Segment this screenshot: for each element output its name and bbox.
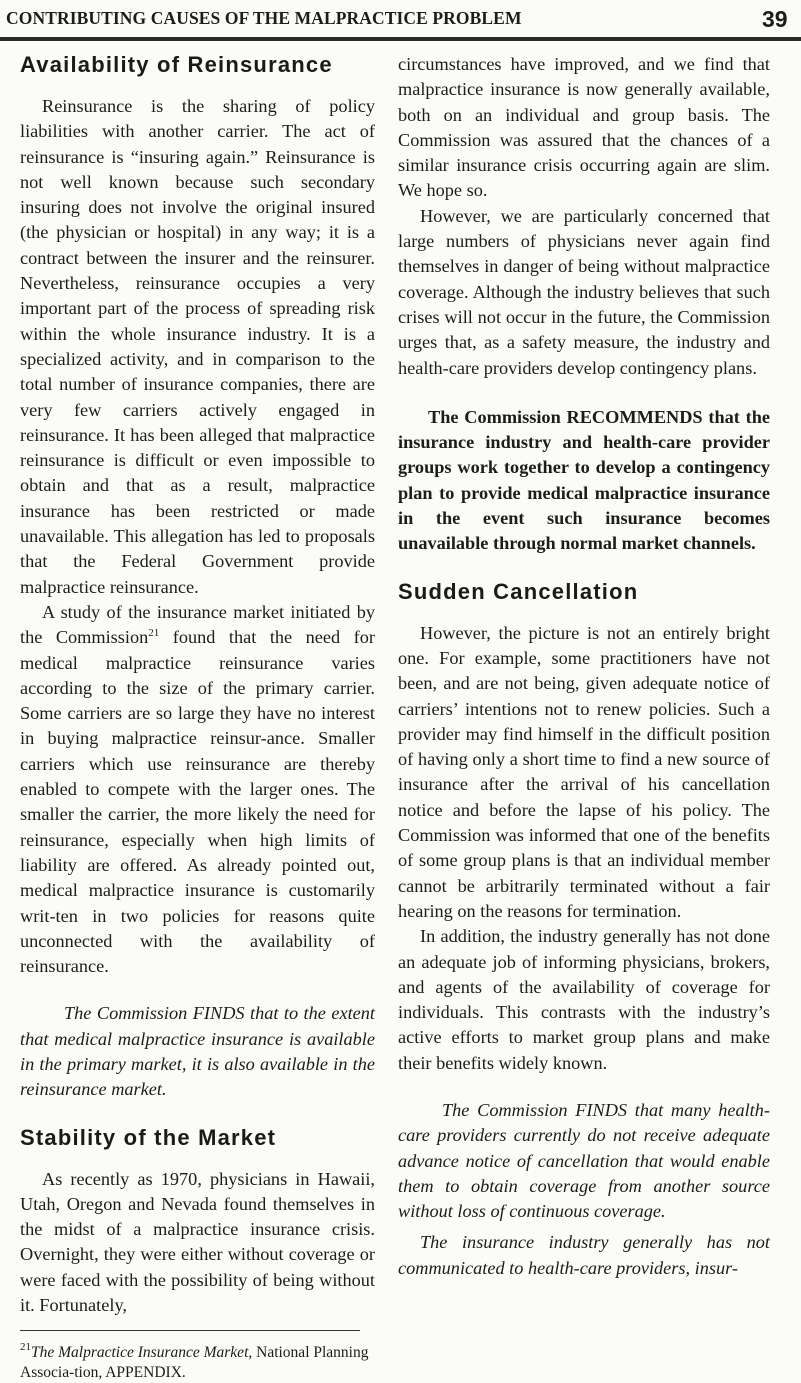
footnote-number: 21	[20, 1341, 31, 1354]
paragraph-contingency-concern: However, we are particularly concerned that large numbers of physicians never again find themselves in danger of being without malpractice coverage. Although the industry believes that such crises will not occur in the future, the Commission urges that, as a safety measure, the industry and health-care providers develop contingency plans.	[398, 205, 770, 378]
running-head: CONTRIBUTING CAUSES OF THE MALPRACTICE PROBLEM	[6, 8, 522, 28]
footnote-text: , National Planning Associa-tion, APPENDIX.	[20, 1344, 369, 1382]
header-rule	[0, 37, 801, 41]
section-heading-sudden-cancellation: Sudden Cancellation	[398, 578, 639, 604]
recommendation-contingency-plan: The Commission RECOMMENDS that the insurance industry and health-care provider groups work together to develop a contingency plan to provide medical malpractice insurance in the event such insurance becomes unavailable through normal market channels.	[398, 406, 770, 554]
paragraph-informing-physicians: In addition, the industry generally has not done an adequate job of informing physicians, brokers, and agents of the availability of coverage for individuals. This contrasts with the industry’s active efforts to market group plans and make their benefits widely known.	[398, 926, 770, 1073]
right-column	[398, 52, 770, 1303]
page-number: 39	[762, 6, 788, 32]
paragraph-text: found that the need for medical malpractice reinsurance varies according to the size of the primary carrier. Some carriers are so large they have no interest in buying malpractice reinsur-ance. Smaller carriers which use reinsurance are thereby enabled to compete with the larger ones. The smaller the carrier, the more likely the need for reinsurance, especially when high limits of liability are offered. As already pointed out, medical malpractice insurance is customarily writ-ten in two policies for reasons quite unconnected with the availability of reinsurance.	[20, 627, 375, 977]
footnote-rule	[20, 1330, 360, 1331]
section-heading-stability: Stability of the Market	[20, 1124, 277, 1150]
paragraph-insurance-market-study	[20, 600, 375, 979]
section-heading-availability: Availability of Reinsurance	[20, 52, 333, 77]
left-column	[20, 52, 375, 1383]
finding-reinsurance: The Commission FINDS that to the extent that medical malpractice insurance is available in the primary market, it is also available in the reinsurance market.	[20, 1003, 375, 1100]
paragraph-text: A study of the insurance market initiated by the Commission	[20, 601, 375, 648]
footnote-reference: 21	[148, 627, 160, 640]
page-header	[0, 0, 801, 46]
finding-communication: The insurance industry generally has not communicated to health-care providers, insur-	[398, 1232, 770, 1278]
paragraph-market-stability: As recently as 1970, physicians in Hawaii, Utah, Oregon and Nevada found themselves in the midst of a malpractice insurance crisis. Overnight, they were either without coverage or were faced with the possibility of being without it. Fortunately,	[20, 1168, 375, 1316]
paragraph-reinsurance-definition: Reinsurance is the sharing of policy liabilities with another carrier. The act of reinsurance is “insuring again.” Reinsurance is not well known because such secondary insuring does not involve the original insured (the physician or hospital) in any way; it is a contract between the insurer and the reinsurer. Nevertheless, reinsurance occupies a very important part of the process of spreading risk within the whole insurance industry. It is a specialized activity, and in comparison to the total number of insurance companies, there are very few carriers actively engaged in reinsurance. It has been alleged that malpractice reinsurance is difficult or even impossible to obtain and that as a result, malpractice insurance has been restricted or made unavailable. This allegation has led to proposals that the Federal Government provide malpractice reinsurance.	[20, 96, 375, 597]
paragraph-cancellation-notice: However, the picture is not an entirely bright one. For example, some practitioners have not been, and are not being, given adequate notice of carriers’ intentions not to renew policies. Such a provider may find himself in the difficult position of having only a short time to find a new source of insurance after the arrival of his cancellation notice and before the lapse of his policy. The Commission was informed that one of the benefits of some group plans is that an individual member cannot be arbitrarily terminated without a fair hearing on the reasons for termination.	[398, 622, 770, 921]
footnote	[20, 1343, 375, 1383]
footnote-title: The Malpractice Insurance Market	[31, 1344, 249, 1362]
paragraph-circumstances: circumstances have improved, and we find that malpractice insurance is now generally available, both on an individual and group basis. The Commission was assured that the chances of a similar insurance crisis occurring again are slim. We hope so.	[398, 54, 770, 201]
finding-cancellation: The Commission FINDS that many health-care providers currently do not receive adequate advance notice of cancellation that would enable them to obtain coverage from another source without loss of continuous coverage.	[398, 1099, 770, 1222]
